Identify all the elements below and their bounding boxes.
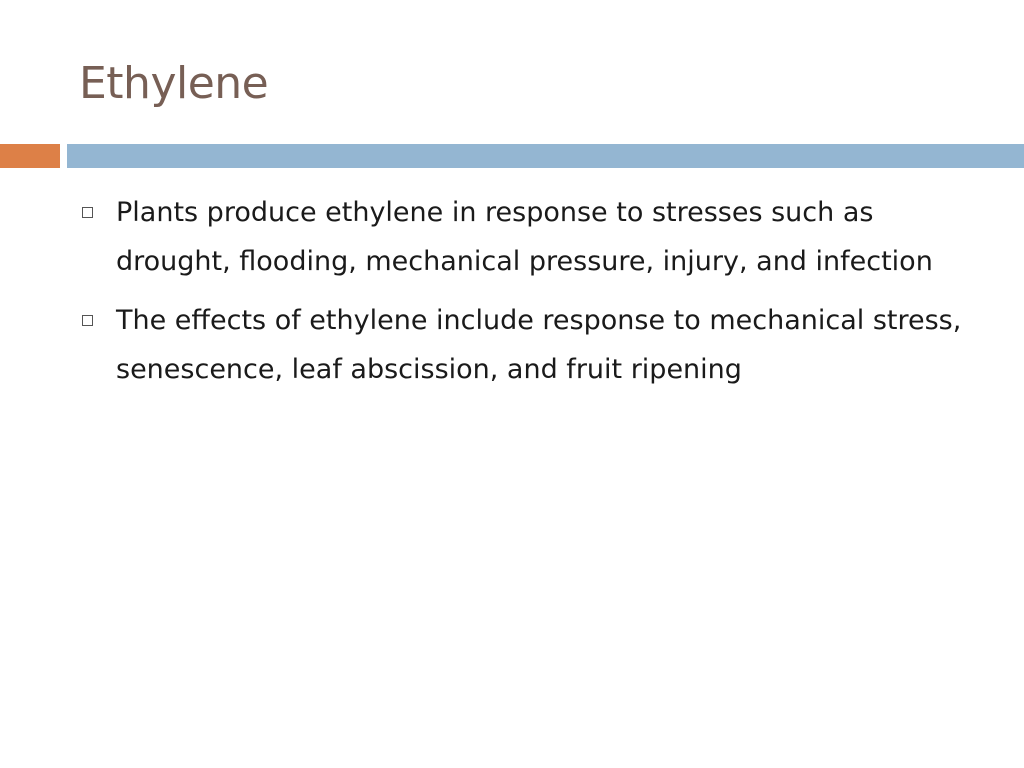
hollow-square-icon: [82, 207, 93, 218]
slide-title: Ethylene: [79, 58, 269, 109]
hollow-square-icon: [82, 315, 93, 326]
bullet-text: The effects of ethylene include response to mechanical stress, senescence, leaf abscission, and fruit ripening: [116, 305, 962, 385]
bullet-text: Plants produce ethylene in response to stresses such as drought, flooding, mechanical pressure, injury, and infection: [116, 197, 933, 277]
bullet-list: [82, 188, 972, 404]
bullet-item: [82, 188, 972, 286]
accent-bar-orange: [0, 144, 60, 168]
accent-bar-blue: [67, 144, 1024, 168]
bullet-item: [82, 296, 972, 394]
